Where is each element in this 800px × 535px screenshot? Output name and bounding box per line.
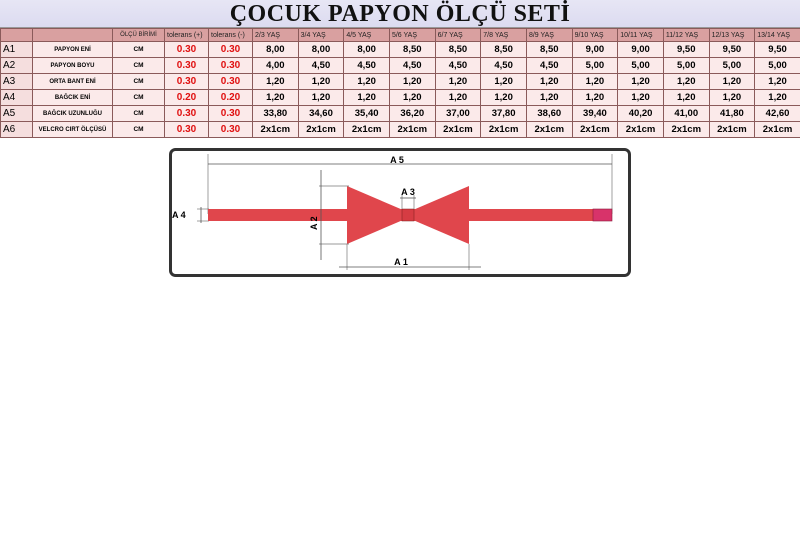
row-unit: CM: [113, 58, 165, 74]
row-tol-minus: 0.30: [209, 122, 253, 138]
row-size-value: 1,20: [663, 90, 709, 106]
row-code: A2: [1, 58, 33, 74]
row-unit: CM: [113, 106, 165, 122]
row-size-value: 39,40: [572, 106, 618, 122]
row-unit: CM: [113, 74, 165, 90]
row-name: VELCRO CIRT ÖLÇÜSÜ: [33, 122, 113, 138]
row-tol-minus: 0.30: [209, 42, 253, 58]
table-row: [1, 74, 800, 90]
header-size: 12/13 YAŞ: [709, 29, 755, 42]
row-size-value: 2x1cm: [618, 122, 664, 138]
header-size: 9/10 YAŞ: [572, 29, 618, 42]
row-size-value: 1,20: [344, 90, 390, 106]
row-size-value: 5,00: [572, 58, 618, 74]
row-size-value: 5,00: [709, 58, 755, 74]
header-cell-empty: [33, 29, 113, 42]
table-row: [1, 122, 800, 138]
row-size-value: 1,20: [298, 90, 344, 106]
row-size-value: 5,00: [755, 58, 800, 74]
bow-tie-diagram: [169, 148, 631, 278]
row-code: A3: [1, 74, 33, 90]
header-size: 3/4 YAŞ: [298, 29, 344, 42]
row-size-value: 42,60: [755, 106, 800, 122]
row-size-value: 8,50: [389, 42, 435, 58]
row-size-value: 40,20: [618, 106, 664, 122]
row-size-value: 1,20: [435, 90, 481, 106]
row-size-value: 1,20: [618, 90, 664, 106]
header-cell-empty: [1, 29, 33, 42]
row-size-value: 2x1cm: [253, 122, 299, 138]
header-size: 7/8 YAŞ: [481, 29, 527, 42]
row-size-value: 33,80: [253, 106, 299, 122]
row-size-value: 1,20: [709, 90, 755, 106]
row-code: A4: [1, 90, 33, 106]
row-size-value: 37,00: [435, 106, 481, 122]
row-size-value: 41,00: [663, 106, 709, 122]
row-size-value: 2x1cm: [663, 122, 709, 138]
row-size-value: 1,20: [481, 90, 527, 106]
row-size-value: 4,50: [344, 58, 390, 74]
row-size-value: 8,50: [481, 42, 527, 58]
header-size: 11/12 YAŞ: [663, 29, 709, 42]
row-code: A6: [1, 122, 33, 138]
row-size-value: 4,50: [481, 58, 527, 74]
row-size-value: 1,20: [344, 74, 390, 90]
row-size-value: 41,80: [709, 106, 755, 122]
row-size-value: 4,00: [253, 58, 299, 74]
row-code: A5: [1, 106, 33, 122]
row-unit: CM: [113, 42, 165, 58]
row-size-value: 9,00: [572, 42, 618, 58]
row-size-value: 1,20: [618, 74, 664, 90]
row-size-value: 2x1cm: [526, 122, 572, 138]
row-size-value: 1,20: [481, 74, 527, 90]
table-row: [1, 42, 800, 58]
row-tol-plus: 0.30: [165, 122, 209, 138]
header-tol-minus: tolerans (-): [209, 29, 253, 42]
row-size-value: 1,20: [389, 90, 435, 106]
row-name: BAĞCIK UZUNLUĞU: [33, 106, 113, 122]
page-title: ÇOCUK PAPYON ÖLÇÜ SETİ: [0, 0, 800, 28]
row-size-value: 8,00: [253, 42, 299, 58]
row-tol-plus: 0.20: [165, 90, 209, 106]
header-size: 5/6 YAŞ: [389, 29, 435, 42]
label-a2: A 2: [309, 216, 319, 230]
row-size-value: 2x1cm: [389, 122, 435, 138]
row-size-value: 4,50: [298, 58, 344, 74]
row-size-value: 4,50: [435, 58, 481, 74]
label-a5: A 5: [390, 155, 404, 165]
header-size: 4/5 YAŞ: [344, 29, 390, 42]
row-size-value: 4,50: [526, 58, 572, 74]
row-tol-plus: 0.30: [165, 74, 209, 90]
row-size-value: 1,20: [709, 74, 755, 90]
row-size-value: 2x1cm: [435, 122, 481, 138]
row-unit: CM: [113, 122, 165, 138]
header-size: 6/7 YAŞ: [435, 29, 481, 42]
row-tol-minus: 0.20: [209, 90, 253, 106]
row-size-value: 1,20: [298, 74, 344, 90]
row-size-value: 4,50: [389, 58, 435, 74]
row-size-value: 8,50: [526, 42, 572, 58]
row-size-value: 1,20: [755, 74, 800, 90]
row-unit: CM: [113, 90, 165, 106]
row-size-value: 1,20: [526, 74, 572, 90]
row-size-value: 2x1cm: [755, 122, 800, 138]
row-size-value: 8,00: [298, 42, 344, 58]
row-size-value: 5,00: [618, 58, 664, 74]
row-size-value: 1,20: [435, 74, 481, 90]
row-size-value: 8,50: [435, 42, 481, 58]
size-table: [0, 28, 800, 138]
row-size-value: 1,20: [253, 74, 299, 90]
label-a1: A 1: [394, 257, 408, 267]
row-tol-minus: 0.30: [209, 58, 253, 74]
row-size-value: 1,20: [389, 74, 435, 90]
header-tol-plus: tolerans (+): [165, 29, 209, 42]
table-header-row: [1, 29, 800, 42]
row-size-value: 35,40: [344, 106, 390, 122]
row-tol-plus: 0.30: [165, 106, 209, 122]
table-row: [1, 90, 800, 106]
row-size-value: 34,60: [298, 106, 344, 122]
center-band: [402, 209, 414, 221]
header-size: 2/3 YAŞ: [253, 29, 299, 42]
row-size-value: 2x1cm: [344, 122, 390, 138]
row-size-value: 2x1cm: [572, 122, 618, 138]
row-size-value: 1,20: [663, 74, 709, 90]
velcro-patch: [593, 209, 612, 221]
row-name: BAĞCIK ENİ: [33, 90, 113, 106]
row-size-value: 5,00: [663, 58, 709, 74]
row-size-value: 2x1cm: [298, 122, 344, 138]
row-tol-minus: 0.30: [209, 106, 253, 122]
row-size-value: 1,20: [755, 90, 800, 106]
row-size-value: 36,20: [389, 106, 435, 122]
row-tol-plus: 0.30: [165, 58, 209, 74]
table-row: [1, 58, 800, 74]
row-name: PAPYON ENİ: [33, 42, 113, 58]
row-name: ORTA BANT ENİ: [33, 74, 113, 90]
row-size-value: 1,20: [572, 90, 618, 106]
header-size: 10/11 YAŞ: [618, 29, 664, 42]
row-size-value: 38,60: [526, 106, 572, 122]
row-code: A1: [1, 42, 33, 58]
row-size-value: 9,00: [618, 42, 664, 58]
row-tol-plus: 0.30: [165, 42, 209, 58]
header-unit: ÖLÇÜ BİRİMİ: [113, 29, 165, 42]
row-size-value: 8,00: [344, 42, 390, 58]
label-a4: A 4: [172, 210, 186, 220]
row-size-value: 37,80: [481, 106, 527, 122]
row-size-value: 1,20: [253, 90, 299, 106]
row-name: PAPYON BOYU: [33, 58, 113, 74]
row-size-value: 9,50: [755, 42, 800, 58]
row-tol-minus: 0.30: [209, 74, 253, 90]
header-size: 13/14 YAŞ: [755, 29, 800, 42]
header-size: 8/9 YAŞ: [526, 29, 572, 42]
row-size-value: 1,20: [572, 74, 618, 90]
row-size-value: 1,20: [526, 90, 572, 106]
row-size-value: 9,50: [663, 42, 709, 58]
row-size-value: 9,50: [709, 42, 755, 58]
label-a3: A 3: [401, 187, 415, 197]
table-row: [1, 106, 800, 122]
row-size-value: 2x1cm: [481, 122, 527, 138]
row-size-value: 2x1cm: [709, 122, 755, 138]
